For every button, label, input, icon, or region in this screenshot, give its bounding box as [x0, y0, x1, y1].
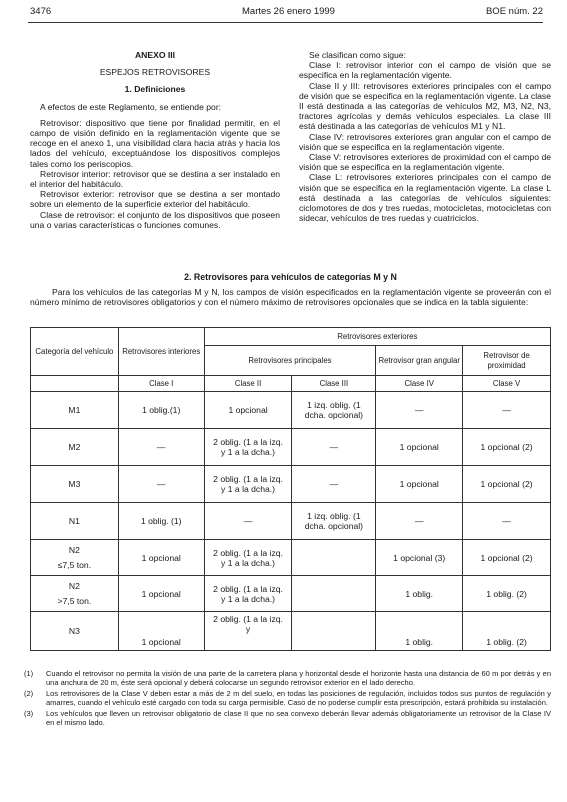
header-class-iii: Clase III [292, 376, 376, 392]
table-row [31, 429, 551, 466]
cell-class-iii: 1 izq. oblig. (1 dcha. opcional) [292, 392, 376, 429]
table-row [31, 466, 551, 503]
cell-class-v: 1 opcional (2) [463, 429, 551, 466]
header-interior: Retrovisores interiores [118, 328, 204, 376]
cell-class-iv: — [376, 392, 463, 429]
header-class-i: Clase I [118, 376, 204, 392]
cell-class-ii: — [204, 503, 292, 540]
class-iv: Clase IV: retrovisores exteriores gran angular con el campo de visión que se especifica en la reglamentación vigente. [299, 131, 551, 152]
cell-class-iii [292, 612, 376, 651]
footnote-number: (3) [24, 709, 34, 718]
cell-class-ii: 1 opcional [204, 392, 292, 429]
mirror-requirements-table [30, 327, 551, 651]
header-wide-angle: Retrovisor gran angular [376, 346, 463, 376]
cell-class-v: 1 opcional (2) [463, 466, 551, 503]
section2-body [30, 287, 551, 307]
cell-class-iv: 1 opcional [376, 466, 463, 503]
section1-title: 1. Definiciones [124, 84, 186, 95]
cell-class-v: 1 oblig. (2) [463, 576, 551, 612]
category-label: M2 [68, 442, 81, 452]
cell-class-v: — [463, 392, 551, 429]
table-row [31, 392, 551, 429]
table-row [31, 540, 551, 576]
header-class-iv: Clase IV [376, 376, 463, 392]
left-column [30, 50, 280, 230]
footnote-3 [24, 709, 551, 727]
footnote-number: (1) [24, 669, 34, 678]
cell-class-iii: 1 izq. oblig. (1 dcha. opcional) [292, 503, 376, 540]
footnotes [24, 669, 551, 729]
category-label: N2 [68, 545, 80, 555]
classification-intro: Se clasifican como sigue: [309, 50, 406, 60]
footnote-text: Los retrovisores de la Clase V deben estar a más de 2 m del suelo, en todas las posiciones de regulación, incluidos todos sus puntos de regulación y amarres, cuando el vehículo esté cargado con toda su carga permisible. Caso de no poderse cumplir esta prescripción, estará prohibida su instalación. [46, 689, 551, 707]
cell-class-v: 1 opcional (2) [463, 540, 551, 576]
category-label: N2 [68, 581, 80, 591]
category-weight: ≤7,5 ton. [57, 560, 92, 570]
table-row [31, 503, 551, 540]
cell-class-iv: 1 oblig. [376, 612, 463, 651]
cell-category [31, 540, 119, 576]
definition-exterior: Retrovisor exterior: retrovisor que se destina a ser montado sobre un elemento de la superficie exterior del habitáculo. [30, 189, 280, 210]
cell-class-iv: 1 opcional [376, 429, 463, 466]
cell-category [31, 576, 119, 612]
header-rule [28, 22, 543, 23]
cell-class-iv: 1 opcional (3) [376, 540, 463, 576]
footnote-number: (2) [24, 689, 34, 698]
cell-class-i: — [118, 429, 204, 466]
footnote-1 [24, 669, 551, 687]
cell-class-v: — [463, 503, 551, 540]
cell-class-i: 1 opcional [118, 612, 204, 651]
definition-clase: Clase de retrovisor: el conjunto de los dispositivos que poseen una o varias características o funciones comunes. [30, 209, 280, 230]
cell-class-ii: 2 oblig. (1 a la izq. y 1 a la dcha.) [204, 429, 292, 466]
header-class-v: Clase V [463, 376, 551, 392]
class-i: Clase I: retrovisor interior con el campo de visión que se especifica en la reglamentación vigente. [299, 60, 551, 81]
definition-interior: Retrovisor interior: retrovisor que se destina a ser instalado en el interior del habitáculo. [30, 168, 280, 190]
category-label: M1 [68, 405, 81, 415]
cell-class-i: 1 oblig.(1) [118, 392, 204, 429]
cell-category [31, 392, 119, 429]
cell-class-iii [292, 540, 376, 576]
cell-category [31, 466, 119, 503]
footnote-text: Los vehículos que lleven un retrovisor obligatorio de clase II que no sea convexo deberán llevar además obligatoriamente un retrovisor de la Clase IV en el mismo lado. [46, 709, 551, 727]
cell-class-iv: — [376, 503, 463, 540]
section2-paragraph: Para los vehículos de las categorías M y N, los campos de visión especificados en la reglamentación vigente se proveerán con el número mínimo de retrovisores obligatorios y con el número máximo de retrovisores opcionales que se indica en la tabla siguiente: [30, 287, 551, 308]
footnote-text: Cuando el retrovisor no permita la visión de una parte de la carretera plana y horizontal desde el horizonte hasta una distancia de 60 m por detrás y en una anchura de 20 m, éste será opcional y deberá colocarse un segundo retrovisor exterior en el lado derecho. [46, 669, 551, 687]
cell-class-ii: 2 oblig. (1 a la izq. y 1 a la dcha.) [204, 466, 292, 503]
category-weight: >7,5 ton. [57, 596, 92, 606]
header-date: Martes 26 enero 1999 [242, 6, 335, 17]
cell-class-iii: — [292, 466, 376, 503]
cell-class-iii: — [292, 429, 376, 466]
cell-class-i: 1 oblig. (1) [118, 503, 204, 540]
category-label: N1 [68, 516, 80, 526]
right-column [299, 50, 551, 223]
class-v: Clase V: retrovisores exteriores de proximidad con el campo de visión que se especifica en la reglamentación vigente. [299, 152, 551, 173]
section2-title: 2. Retrovisores para vehículos de categorías M y N [184, 272, 397, 282]
cell-class-i: 1 opcional [118, 540, 204, 576]
page-number: 3476 [30, 6, 52, 17]
table-row [31, 612, 551, 651]
page-header [30, 6, 543, 20]
header-category: Categoría del vehículo [31, 328, 119, 376]
cell-category [31, 503, 119, 540]
annex-title: ANEXO III [134, 50, 176, 60]
table-row [31, 576, 551, 612]
header-principal: Retrovisores principales [204, 346, 376, 376]
cell-class-iii [292, 576, 376, 612]
footnote-2 [24, 689, 551, 707]
cell-class-ii: 2 oblig. (1 a la izq. y 1 a la dcha.) [204, 540, 292, 576]
section1-intro: A efectos de este Reglamento, se entiende por: [40, 101, 222, 112]
header-class-blank [31, 376, 119, 392]
header-publication: BOE núm. 22 [485, 6, 543, 17]
definition-retrovisor: Retrovisor: dispositivo que tiene por finalidad permitir, en el campo de visión definido en la reglamentación vigente que se recoge en el anexo 1, una visibilidad clara hacia atrás y hacia los lados del vehículo, exceptuándose los dispositivos complejos tales como los periscopios. [30, 117, 280, 169]
header-proximity: Retrovisor de proximidad [463, 346, 551, 376]
cell-class-i: — [118, 466, 204, 503]
cell-category [31, 429, 119, 466]
category-label: M3 [68, 479, 81, 489]
class-l: Clase L: retrovisores exteriores principales con el campo de visión que se especifica en la reglamentación vigente. La clase L está destinada a las categorías de vehículos siguientes: ciclomotores de dos y tres ruedas, motocicletas, motocicletas con sidecar, vehículos de tres ruedas y cuatriciclos. [299, 172, 551, 224]
cell-category [31, 612, 119, 651]
cell-class-ii: 2 oblig. (1 a la izq. y [204, 612, 292, 651]
header-class-ii: Clase II [204, 376, 292, 392]
cell-class-ii: 2 oblig. (1 a la izq. y 1 a la dcha.) [204, 576, 292, 612]
header-exterior: Retrovisores exteriores [204, 328, 550, 346]
class-ii-iii: Clase II y III: retrovisores exteriores principales con el campo de visión que se especifica en la reglamentación vigente. La clase II está destinada a las categorías de vehículos M2, M3, N2, N3, tractores agrícolas y demás vehículos especiales. La clase III está destinada a las categorías de vehículos M1 y N1. [299, 80, 551, 132]
cell-class-v: 1 oblig. (2) [463, 612, 551, 651]
cell-class-iv: 1 oblig. [376, 576, 463, 612]
cell-class-i: 1 opcional [118, 576, 204, 612]
annex-subtitle: ESPEJOS RETROVISORES [99, 67, 211, 78]
category-label: N3 [68, 626, 80, 636]
